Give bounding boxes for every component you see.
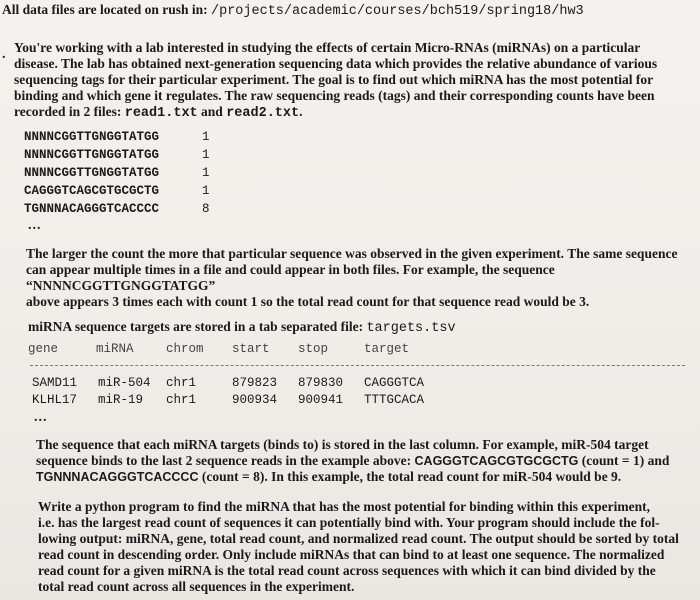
column-header: stop (298, 342, 329, 356)
reads-ellipsis: ... (28, 218, 42, 233)
read-row: NNNNCGGTTGNGGTATGG 1 (24, 166, 210, 180)
binding-paragraph: The sequence that each miRNA targets (binds to) is stored in the last column. For example, miR-504 target sequence binds to the last 2 sequence reads in the example above: CAGGGTCAGCGTGCGCTG (count = 1) and TGNNNACAGGGTCACCCC (count = 8). In this example, the total read count for miR-504 would be 9. (36, 437, 670, 484)
tsv-divider (30, 365, 685, 366)
intro-line: sequencing tags for their particular experiment. The goal is to find out which miRNA has the most potential for (14, 72, 654, 87)
column-header: miRNA (96, 342, 134, 356)
targets-filename: targets.tsv (366, 321, 456, 336)
highlighted-sequence: CAGGGTCAGCGTGCGCTG (414, 454, 579, 468)
read-row: NNNNCGGTTGNGGTATGG 1 (24, 130, 210, 144)
column-header: start (232, 342, 270, 356)
read1-filename: read1.txt (124, 106, 198, 121)
header-label: All data files are located on rush in: (2, 2, 208, 17)
read-row: CAGGGTCAGCGTGCGCTG 1 (24, 184, 210, 198)
read-row: NNNNCGGTTGNGGTATGG 1 (24, 148, 210, 162)
intro-line: You're working with a lab interested in studying the effects of certain Micro-RNAs (miRNAs) on a particular (14, 40, 641, 55)
intro-paragraph (14, 40, 694, 122)
document-page: All data files are located on rush in: /projects/academic/courses/bch519/spring18/hw3 . You're working with a lab interested in studying the effects of certain Micro-RNAs (miRNAs) on a particular disease. The lab has obtained next-generation sequencing data which provides the relative abundance of various sequencing tags for their particular experiment. The goal is to find out which miRNA has the most potential for binding and which gene it regulates. The raw sequencing reads (tags) and their corresponding counts have been recorded in 2 files: read1.txt and read2.txt. NNNNCGGTTGNGGTATGG 1 NNNNCGGTTGNGGTATGG 1 NNNNCGGTTGNGGTATGG 1 CAGGGTCAGCGTGCGCTG 1 TGNNNACAGGGTCACCCC 8 ... The larger the count the more that particular sequence was observed in the given experiment. The same sequence can appear multiple times in a file and could appear in both files. For example, the sequence “NNNNCGGTTGNGGTATGG” above appears 3 times each with count 1 so the total read count for that sequence read would be 3. miRNA sequence targets are stored in a tab separated file: targets.tsv gene miRNA chrom start stop target SAMD11 miR-504 chr1 879823 879830 CAGGGTCA KLHL17 miR-19 chr1 900934 900941 TTTGCACA ... The sequence that each miRNA targets (binds to) is stored in the last column. For example, miR-504 target sequence binds to the last 2 sequence reads in the example above: CAGGGTCAGCGTGCGCTG (count = 1) and TGNNNACAGGGTCACCCC (count = 8). In this example, the total read count for miR-504 would be 9. Write a python program to find the miRNA that has the most potential for binding within this experiment, i.e. has the largest read count of sequences it can potentially bind with. Your program should include the fol- lowing output: miRNA, gene, total read count, and normalized read count. The output should be sorted by total read count in descending order. Only include miRNAs that can bind to at least one sequence. The normalized read count for a given miRNA is the total read count across sequences with which it can bind divided by the total read count across all sequences in the experiment. (0, 0, 700, 600)
targets-intro: miRNA sequence targets are stored in a tab separated file: targets.tsv (28, 319, 456, 336)
intro-line: recorded in 2 files: read1.txt and read2.txt. (14, 104, 303, 121)
tsv-ellipsis: ... (34, 410, 48, 425)
task-paragraph: Write a python program to find the miRNA that has the most potential for binding within this experiment, i.e. has the largest read count of sequences it can potentially bind with. Your program should include the fol- lowing output: miRNA, gene, total read count, and normalized read count. The output should be sorted by total read count in descending order. Only include miRNAs that can bind to at least one sequence. The normalized read count for a given miRNA is the total read count across sequences with which it can bind divided by the total read count across all sequences in the experiment. (38, 499, 679, 594)
intro-line: binding and which gene it regulates. The raw sequencing reads (tags) and their corresponding counts have been (14, 88, 655, 103)
column-header: target (364, 342, 410, 356)
list-bullet: . (2, 47, 6, 62)
column-header: gene (28, 342, 59, 356)
read-row: TGNNNACAGGGTCACCCC 8 (24, 202, 210, 216)
data-location-header (2, 2, 584, 19)
reads-example (24, 128, 232, 218)
column-header: chrom (166, 342, 204, 356)
read2-filename: read2.txt (226, 106, 300, 121)
intro-line: disease. The lab has obtained next-generation sequencing data which provides the relative abundance of various (14, 56, 658, 71)
data-path: /projects/academic/courses/bch519/spring18/hw3 (211, 4, 584, 19)
count-paragraph: The larger the count the more that particular sequence was observed in the given experiment. The same sequence can appear multiple times in a file and could appear in both files. For example, the sequence “NNNNCGGTTGNGGTATGG” above appears 3 times each with count 1 so the total read count for that sequence read would be 3. (26, 246, 678, 309)
highlighted-sequence: TGNNNACAGGGTCACCCC (36, 470, 199, 484)
